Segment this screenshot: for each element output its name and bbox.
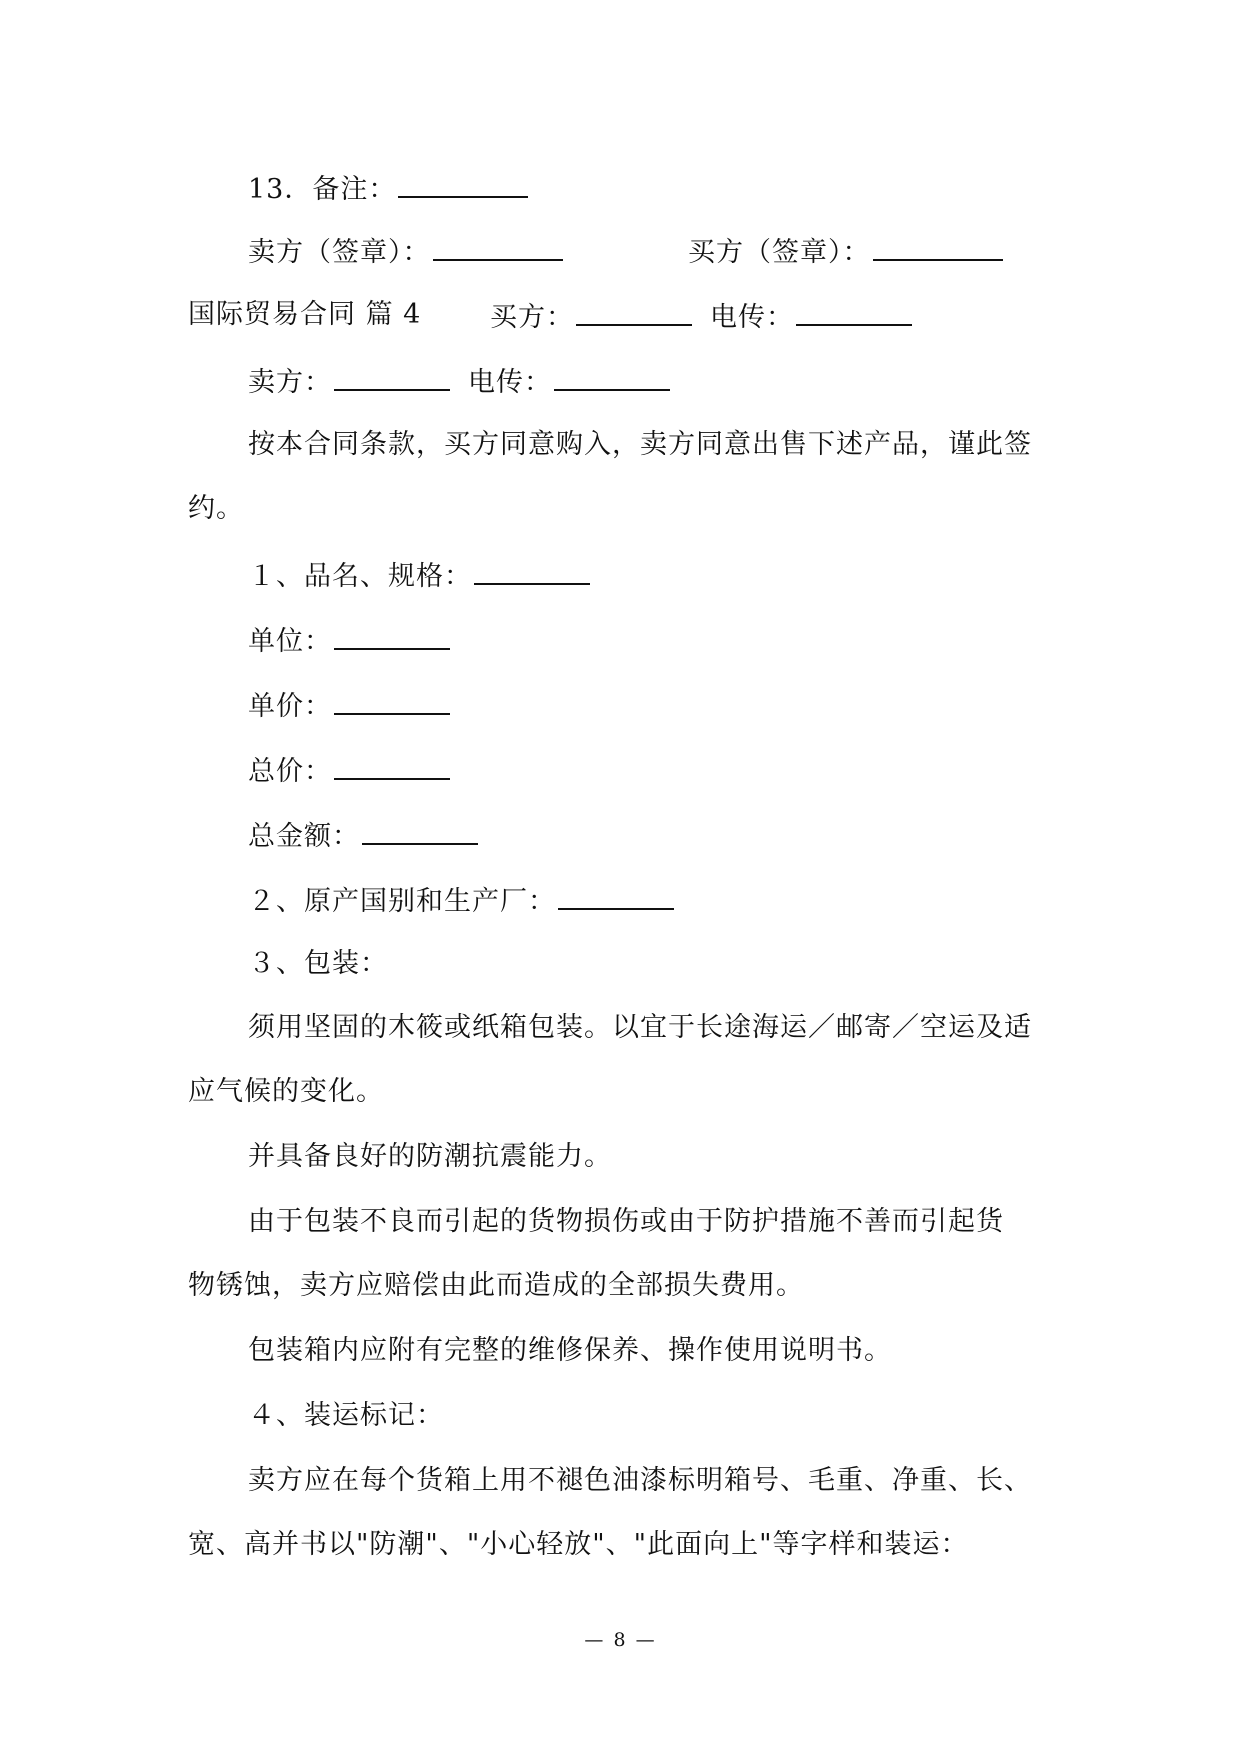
total-price-line [248,752,450,789]
packing-paragraph-2: 应气候的变化。 [188,1076,384,1107]
shipping-mark-paragraph-2: 宽、高并书以"防潮"、"小心轻放"、"此面向上"等字样和装运： [188,1529,969,1560]
buyer-signature-blank [873,233,1003,261]
total-amount-line [248,817,478,854]
item-spec-blank [474,557,590,585]
page-number: — 8 — [584,1629,657,1651]
packing-heading: ３、包装： [248,948,388,979]
contract-title-line [188,298,421,332]
paragraph-intro-2: 约。 [188,493,244,524]
remarks-blank [398,170,528,198]
packing-paragraph-3: 并具备良好的防潮抗震能力。 [248,1141,612,1172]
unit-price-blank [334,687,450,715]
remarks-line [248,170,528,207]
seller-label: 卖方： [248,367,332,398]
unit-price-line [248,687,450,724]
total-price-blank [334,752,450,780]
buyer-info-line [490,298,692,335]
seller-signature-blank [433,233,563,261]
paragraph-intro-1: 按本合同条款，买方同意购入，卖方同意出售下述产品，谨此签 [248,429,1032,460]
packing-paragraph-4: 由于包装不良而引起的货物损伤或由于防护措施不善而引起货 [248,1206,1004,1237]
total-amount-blank [362,817,478,845]
contract-title: 国际贸易合同 篇 4 [188,299,422,330]
signature-line [248,233,563,270]
shipping-mark-heading: ４、装运标记： [248,1400,444,1431]
packing-paragraph-5: 物锈蚀，卖方应赔偿由此而造成的全部损失费用。 [188,1270,804,1301]
buyer-label: 买方： [490,302,574,333]
unit-price-label: 单价： [248,691,332,722]
packing-paragraph-1: 须用坚固的木筱或纸箱包装。以宜于长途海运／邮寄／空运及适 [248,1012,1032,1043]
origin-blank [558,882,674,910]
total-price-label: 总价： [248,756,332,787]
unit-line [248,622,450,659]
buyer-telex-line [710,298,912,335]
item-spec-line [248,557,590,594]
seller-info-line [248,363,450,400]
origin-label: ２、原产国别和生产厂： [248,886,556,917]
origin-line [248,882,674,919]
unit-label: 单位： [248,626,332,657]
buyer-signature-label: 买方（签章）： [688,237,871,268]
unit-blank [334,622,450,650]
buyer-blank [576,298,692,326]
buyer-telex-blank [796,298,912,326]
item-spec-label: １、品名、规格： [248,561,472,592]
packing-paragraph-6: 包装箱内应附有完整的维修保养、操作使用说明书。 [248,1335,892,1366]
total-amount-label: 总金额： [248,821,360,852]
seller-signature-label: 卖方（签章）： [248,237,431,268]
seller-blank [334,363,450,391]
seller-telex-line [468,363,670,400]
remarks-label: 13．备注： [248,174,397,205]
buyer-signature-line [688,233,1003,270]
seller-telex-blank [554,363,670,391]
buyer-telex-label: 电传： [710,302,794,333]
seller-telex-label: 电传： [468,367,552,398]
shipping-mark-paragraph-1: 卖方应在每个货箱上用不褪色油漆标明箱号、毛重、净重、长、 [248,1465,1032,1496]
